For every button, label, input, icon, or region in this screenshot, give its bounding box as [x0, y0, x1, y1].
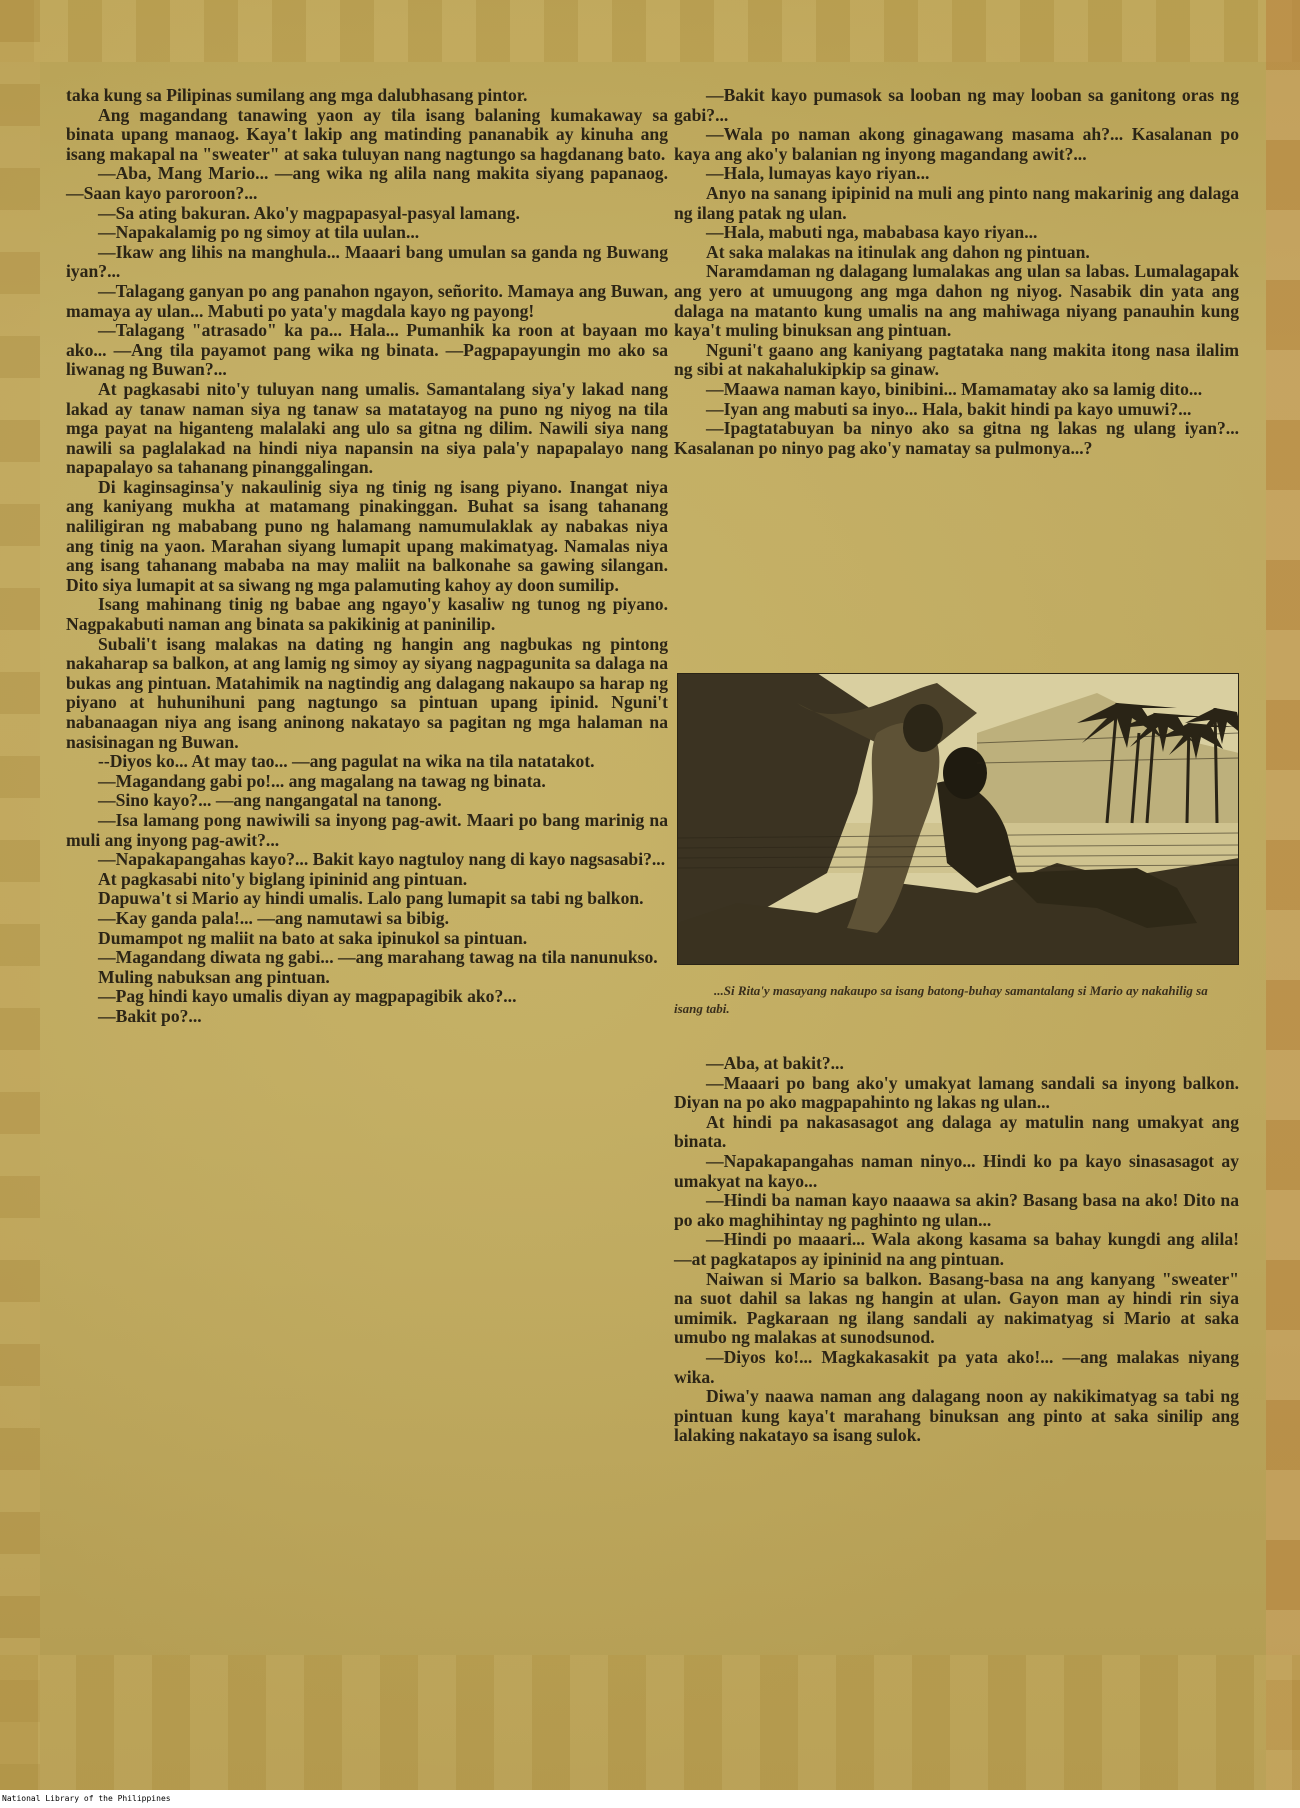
- paragraph: —Isa lamang pong nawiwili sa inyong pag-awit. Maari po bang marinig na muli ang inyong pag-awit?...: [66, 809, 668, 850]
- decorative-left-border: [0, 0, 40, 1790]
- paragraph: —Napakapangahas naman ninyo... Hindi ko pa kayo sinasasagot ay umakyat na kayo...: [674, 1150, 1239, 1191]
- paragraph: —Talagang ganyan po ang panahon ngayon, señorito. Mamaya ang Buwan, mamaya ay ulan... Mabuti po yata'y magdala kayo ng payong!: [66, 280, 668, 321]
- paragraph: —Pag hindi kayo umalis diyan ay magpapagibik ako?...: [98, 986, 517, 1007]
- paragraph: —Sino kayo?... —ang nangangatal na tanong.: [98, 790, 442, 811]
- paragraph: Isang mahinang tinig ng babae ang ngayo'y kasaliw ng tunog ng piyano. Nagpakabuti naman ang binata sa pakikinig at paninilip.: [66, 594, 668, 635]
- paragraph: Muling nabuksan ang pintuan.: [98, 966, 330, 987]
- story-illustration: [677, 673, 1239, 965]
- paragraph: Ang magandang tanawing yaon ay tila isang balaning kumakaway sa binata upang manaog. Kaya't lakip ang matinding pananabik ay kinuha ang isang makapal na "sweater" at saka tuluyan nang nagtungo sa hagdanang bato.: [66, 104, 668, 164]
- paragraph: —Kay ganda pala!... —ang namutawi sa bibig.: [98, 907, 449, 928]
- paragraph: Diwa'y naawa naman ang dalagang noon ay nakikimatyag sa tabi ng pintuan kung kaya't marahang binuksan ang pinto at saka sinilip ang lalaking nakatayo sa isang sulok.: [674, 1386, 1239, 1446]
- paragraph: Dumampot ng maliit na bato at saka ipinukol sa pintuan.: [98, 927, 528, 948]
- paragraph: —Napakalamig po ng simoy at tila uulan...: [98, 222, 420, 243]
- paragraph: —Bakit po?...: [98, 1005, 202, 1026]
- paragraph: —Ipagtatabuyan ba ninyo ako sa gitna ng lakas ng ulang iyan?... Kasalanan po ninyo pag ako'y namatay sa pulmonya...?: [674, 418, 1239, 458]
- paragraph: At hindi pa nakasasagot ang dalaga ay matulin nang umakyat ang binata.: [674, 1111, 1239, 1152]
- paragraph: At pagkasabi nito'y tuluyan nang umalis. Samantalang siya'y lakad nang lakad ay tanaw naman siya ng tanaw sa matatayog na puno ng niyog na tila mga payat na higanteng malalaki ang ulo sa gitna ng dilim. Nawili siya nang nawili sa paglalakad na hindi niya napansin na siya pala'y napapalayo nang napapalayo sa tahanang pinanggalingan.: [66, 378, 668, 478]
- paragraph: Naiwan si Mario sa balkon. Basang-basa na ang kanyang "sweater" na suot dahil sa lakas ng hangin at ulan. Gayon man ay hindi rin siya umimik. Pagkaraan ng ilang sandali ay nakimatyag si Mario at saka umubo ng malakas at sunodsunod.: [674, 1268, 1239, 1348]
- decorative-bottom-border: [0, 1655, 1300, 1790]
- paragraph: At pagkasabi nito'y biglang ipininid ang pintuan.: [98, 868, 468, 889]
- decorative-top-border: [0, 0, 1300, 62]
- paragraph: Di kaginsaginsa'y nakaulinig siya ng tinig ng isang piyano. Inangat niya ang kaniyang mukha at matamang pinakinggan. Buhat sa isang tahanang naliligiran ng mababang puno ng halamang namumulaklak ay nabakas niya ang tinig na yaon. Marahan siyang lumapit upang makimatyag. Namalas niya ang isang tahanang mababa na may maliit na balkonahe sa gawing silangan. Dito siya lumapit at sa siwang ng mga palamuting kahoy ay doon sumilip.: [66, 476, 668, 595]
- right-text-column-bottom: [674, 1054, 1239, 1446]
- library-credit: National Library of the Philippines: [2, 1794, 171, 1803]
- paragraph: —Iyan ang mabuti sa inyo... Hala, bakit hindi pa kayo umuwi?...: [706, 398, 1192, 419]
- paragraph: Anyo na sanang ipipinid na muli ang pinto nang makarinig ang dalaga ng ilang patak ng ulan.: [674, 182, 1239, 223]
- paragraph: Naramdaman ng dalagang lumalakas ang ulan sa labas. Lumalagapak ang yero at umuugong ang mga dahon ng niyog. Nasabik din yata ang dalaga na matanto kung umalis na ang mahiwaga niyang panauhin kung kaya't muling binuksan ang pintuan.: [674, 261, 1239, 341]
- paragraph: —Wala po naman akong ginagawang masama ah?... Kasalanan po kaya ang ako'y balanian ng inyong magandang awit?...: [674, 124, 1239, 164]
- paragraph: At saka malakas na itinulak ang dahon ng pintuan.: [706, 241, 1090, 262]
- paragraph: —Bakit kayo pumasok sa looban ng may looban sa ganitong oras ng gabi?...: [674, 85, 1239, 125]
- right-text-column-top: [674, 86, 1239, 458]
- decorative-right-border: [1266, 0, 1300, 1790]
- illustration-caption: ...Si Rita'y masayang nakaupo sa isang batong-buhay samantalang si Mario ay nakahilig sa isang tabi.: [674, 983, 1208, 1016]
- paragraph: —Napakapangahas kayo?... Bakit kayo nagtuloy nang di kayo nagsasabi?...: [98, 849, 666, 870]
- paragraph: —Hala, mabuti nga, mababasa kayo riyan...: [706, 222, 1038, 243]
- woodcut-scene-image: [677, 673, 1239, 965]
- paragraph: —Aba, Mang Mario... —ang wika ng alila nang makita siyang papanaog. —Saan kayo paroroon?...: [66, 163, 668, 203]
- paragraph: —Hindi po maaari... Wala akong kasama sa bahay kungdi ang alila! —at pagkatapos ay ipininid na ang pintuan.: [674, 1229, 1239, 1269]
- left-text-column: [66, 86, 668, 1027]
- paragraph: —Ikaw ang lihis na manghula... Maaari bang umulan sa ganda ng Buwang iyan?...: [66, 241, 668, 282]
- paragraph: Nguni't gaano ang kaniyang pagtataka nang makita itong nasa ilalim ng sibi at nakahalukipkip sa ginaw.: [674, 339, 1239, 380]
- paragraph: taka kung sa Pilipinas sumilang ang mga dalubhasang pintor.: [66, 85, 528, 105]
- paragraph: —Talagang "atrasado" ka pa... Hala... Pumanhik ka roon at bayaan mo ako... —Ang tila payamot pang wika ng binata. —Pagpapayungin mo ako sa liwanag ng Buwan?...: [66, 320, 668, 380]
- paragraph: —Maawa naman kayo, binibini... Mamamatay ako sa lamig dito...: [706, 378, 1203, 399]
- paragraph: —Sa ating bakuran. Ako'y magpapasyal-pasyal lamang.: [98, 202, 520, 223]
- paragraph: —Hindi ba naman kayo naaawa sa akin? Basang basa na ako! Dito na po ako maghihintay ng paghinto ng ulan...: [674, 1190, 1239, 1230]
- paragraph: --Diyos ko... At may tao... —ang pagulat na wika na tila natatakot.: [98, 751, 595, 772]
- paragraph: Subali't isang malakas na dating ng hangin ang nagbukas ng pintong nakaharap sa balkon, at ang lamig ng simoy ay siyang nagpagunita sa dalaga na bukas ang pintuan. Matahimik na nagtindig ang dalagang nakaupo sa harap ng piyano at huhunihuni pang nagtungo sa pintuan upang ipinid. Nguni't nabanaagan niya ang isang aninong nakatayo sa pagitan ng mga halaman na nasisinagan ng Buwan.: [66, 633, 668, 752]
- paragraph: —Diyos ko!... Magkakasakit pa yata ako!... —ang malakas niyang wika.: [674, 1346, 1239, 1387]
- scan-footer: [0, 1790, 1300, 1808]
- paragraph: —Magandang gabi po!... ang magalang na tawag ng binata.: [98, 770, 546, 791]
- paragraph: —Hala, lumayas kayo riyan...: [706, 163, 930, 184]
- paragraph: Dapuwa't si Mario ay hindi umalis. Lalo pang lumapit sa tabi ng balkon.: [98, 888, 644, 909]
- paragraph: —Maaari po bang ako'y umakyat lamang sandali sa inyong balkon. Diyan na po ako magpapahinto ng lakas ng ulan...: [674, 1072, 1239, 1113]
- paragraph: —Magandang diwata ng gabi... —ang marahang tawag na tila nanunukso.: [98, 947, 658, 968]
- paragraph: —Aba, at bakit?...: [706, 1053, 844, 1073]
